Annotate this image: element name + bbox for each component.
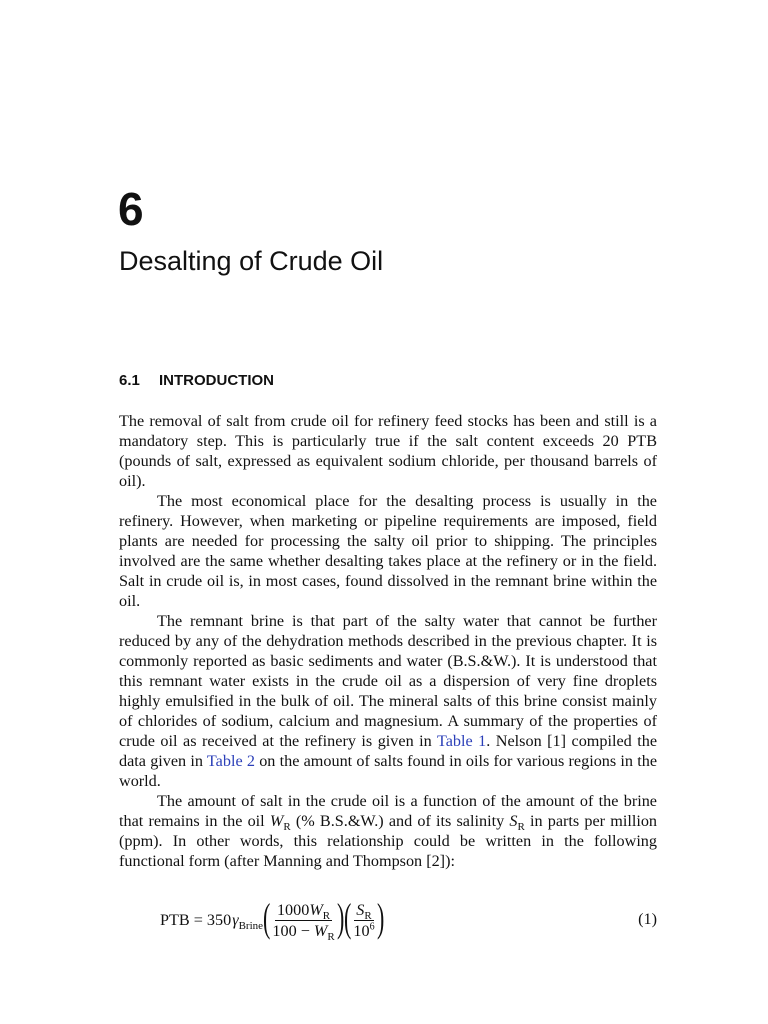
body-text [119,411,657,871]
brine-fraction-var: W [269,812,284,830]
section-heading [119,372,274,389]
fraction-brine-denominator: $100 - W_R$ [272,921,335,943]
section-number: 6.1 [119,372,140,389]
equation-body [160,895,384,943]
fraction-brine [270,900,336,943]
right-paren-1: ) [336,895,345,940]
table-1-link[interactable]: Table 1 [436,732,487,750]
salinity-var: S [509,812,518,830]
paragraph-4-text-a: The amount of salt in the crude oil is a function of the amount of the brine that remains in the oil [119,792,657,830]
paragraph-2: The most economical place for the desalting process is usually in the refinery. However, when marketing or pipeline requirements are imposed, field plants are needed for processing the salty oil prior to shipping. The principles involved are the same whether desalting takes place at the refinery or in the field. Salt in crude oil is, in most cases, found dissolved in the remnant brine within the oil. [119,492,657,610]
paragraph-3-text-a: The remnant brine is that part of the salty water that cannot be further reduced by any of the dehydration methods described in the previous chapter. It is commonly reported as basic sediments and water (B.S.&W.). It is understood that this remnant water exists in the crude oil as a dispersion of very fine droplets highly emulsified in the bulk of oil. The mineral salts of this brine consist mainly of chlorides of sodium, calcium and magnesium. A summary of the properties of crude oil as received at the refinery is given in [119,612,657,750]
left-paren-1: ( [263,895,271,940]
chapter-title: Desalting of Crude Oil [119,246,384,276]
fraction-brine-numerator: $1000W_R$ [276,900,331,922]
table-2-link[interactable]: Table 2 [206,752,255,770]
fraction-salinity-numerator: $S_R$ [356,900,372,922]
paragraph-3 [119,611,657,791]
fraction-salinity-denominator: $10^6$ [353,921,375,940]
paragraph-3-text-c: on the amount of salts found in oils for various regions in the world. [119,752,658,790]
right-paren-2: ) [376,895,384,940]
fraction-salinity [351,901,376,940]
gamma-subscript: Brine [238,919,264,932]
paragraph-4 [119,791,657,871]
paragraph-4-text-c: in parts per million (ppm). In other words, this relationship could be written in the following functional form (after Manning and Thompson [2]): [119,812,658,870]
gamma-symbol: $\gamma_{Brine}$ [232,910,264,932]
brine-fraction-sub: R [283,821,291,834]
equation-number: (1) [638,910,657,928]
paragraph-3-text-b: . Nelson [1] compiled the data given in [119,732,658,770]
left-paren-2: ( [344,895,352,940]
equation-1 [160,895,657,943]
chapter-number: 6 [118,183,144,235]
equation-lhs: PTB = 350 [160,910,232,929]
section-title: INTRODUCTION [159,372,274,389]
salinity-sub: R [517,821,525,834]
paragraph-1: The removal of salt from crude oil for refinery feed stocks has been and still is a mandatory step. This is particularly true if the salt content exceeds 20 PTB (pounds of salt, expressed as equivalent sodium chloride, per thousand barrels of oil). [119,412,657,490]
paragraph-4-text-b: (% B.S.&W.) and of its salinity [290,812,510,830]
